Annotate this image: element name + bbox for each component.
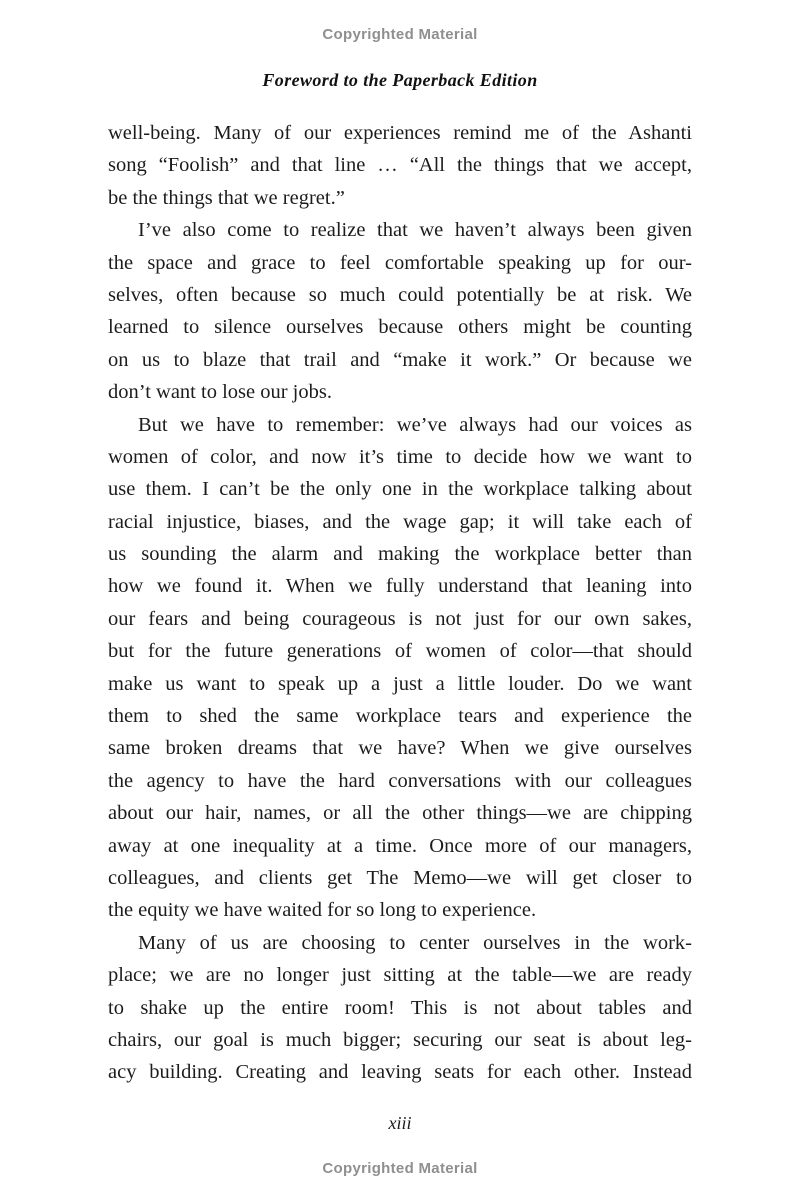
text-line: chairs, our goal is much bigger; securing our seat is about leg- xyxy=(108,1028,692,1051)
text-line: the space and grace to feel comfortable speaking up for our- xyxy=(108,251,692,274)
paragraph xyxy=(108,927,692,1089)
text-line: I’ve also come to realize that we haven’t always been given xyxy=(138,219,692,242)
text-line: use them. I can’t be the only one in the workplace talking about xyxy=(108,478,692,501)
text-line: our fears and being courageous is not just for our own sakes, xyxy=(108,607,692,630)
running-head: Foreword to the Paperback Edition xyxy=(262,70,538,90)
text-line: Many of us are choosing to center ourselves in the work- xyxy=(138,931,692,954)
text-line: colleagues, and clients get The Memo—we will get closer to xyxy=(108,866,692,889)
body-text xyxy=(108,117,692,1089)
text-line: racial injustice, biases, and the wage gap; it will take each of xyxy=(108,510,692,533)
text-line: but for the future generations of women of color—that should xyxy=(108,640,692,663)
text-line: us sounding the alarm and making the workplace better than xyxy=(108,543,692,566)
text-line: to shake up the entire room! This is not about tables and xyxy=(108,996,692,1019)
text-line: But we have to remember: we’ve always had our voices as xyxy=(138,413,692,436)
text-line: selves, often because so much could potentially be at risk. We xyxy=(108,283,692,306)
text-line: be the things that we regret.” xyxy=(108,186,345,209)
text-line: away at one inequality at a time. Once more of our managers, xyxy=(108,834,692,857)
text-line: song “Foolish” and that line … “All the things that we accept, xyxy=(108,154,692,177)
paragraph xyxy=(108,214,692,408)
paragraph xyxy=(108,409,692,927)
copyright-notice-bottom: Copyrighted Material xyxy=(322,1159,478,1177)
text-line: them to shed the same workplace tears and experience the xyxy=(108,705,692,728)
paragraph xyxy=(108,117,692,214)
page-number: xiii xyxy=(388,1112,412,1133)
text-line: same broken dreams that we have? When we give ourselves xyxy=(108,737,692,760)
text-line: women of color, and now it’s time to decide how we want to xyxy=(108,445,692,468)
text-line: place; we are no longer just sitting at the table—we are ready xyxy=(108,964,692,987)
text-line: acy building. Creating and leaving seats for each other. Instead xyxy=(108,1061,692,1084)
text-line: don’t want to lose our jobs. xyxy=(108,381,332,404)
text-line: make us want to speak up a just a little louder. Do we want xyxy=(108,672,692,695)
copyright-notice-top: Copyrighted Material xyxy=(322,26,478,43)
text-line: learned to silence ourselves because others might be counting xyxy=(108,316,692,339)
text-line: how we found it. When we fully understand that leaning into xyxy=(108,575,692,598)
text-line: the agency to have the hard conversations with our colleagues xyxy=(108,769,692,792)
text-line: on us to blaze that trail and “make it work.” Or because we xyxy=(108,348,692,371)
text-line: the equity we have waited for so long to experience. xyxy=(108,899,537,922)
text-line: well-being. Many of our experiences remind me of the Ashanti xyxy=(108,122,692,144)
text-line: about our hair, names, or all the other things—we are chipping xyxy=(108,802,692,825)
